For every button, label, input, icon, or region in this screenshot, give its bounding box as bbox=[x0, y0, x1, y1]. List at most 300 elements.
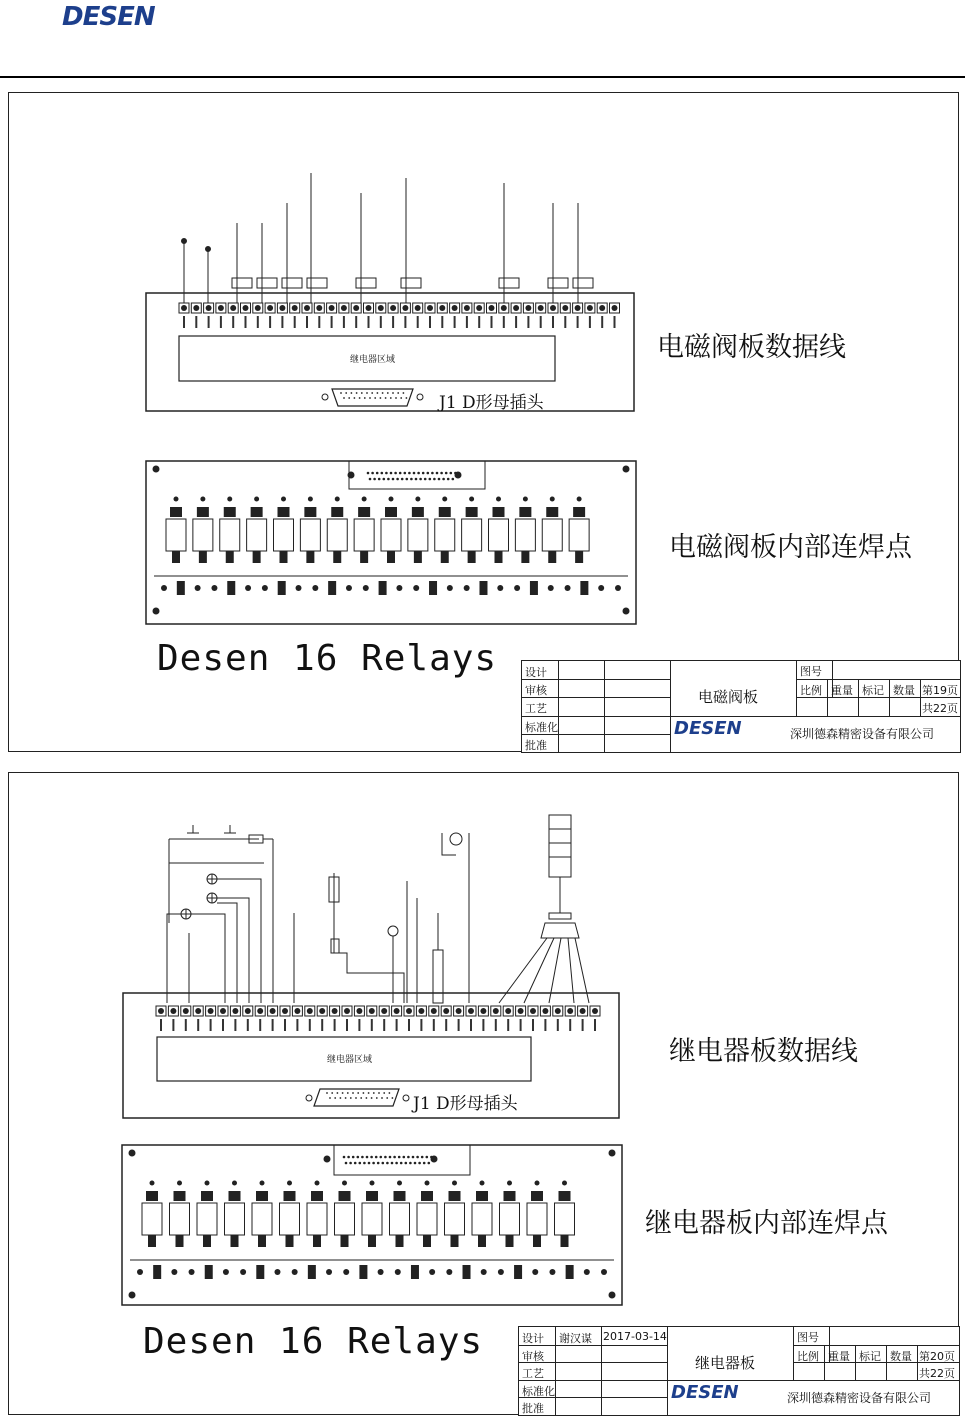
panel-solenoid-board bbox=[8, 92, 959, 752]
header-pin bbox=[423, 1162, 426, 1165]
diode-pad bbox=[523, 497, 528, 502]
connector-label: J1 D形母插头 bbox=[413, 1094, 518, 1114]
led bbox=[339, 1191, 351, 1201]
terminal-screw bbox=[599, 305, 605, 311]
terminal-screw bbox=[580, 1008, 586, 1014]
header-pin bbox=[400, 1162, 403, 1165]
diode-pad bbox=[254, 497, 259, 502]
d-pin bbox=[331, 1092, 333, 1094]
header-pin bbox=[401, 478, 404, 481]
terminal-screw bbox=[344, 1008, 350, 1014]
header-pin bbox=[414, 1162, 417, 1165]
d-pin bbox=[400, 397, 402, 399]
bottom-pad bbox=[396, 585, 402, 591]
relay bbox=[225, 1203, 245, 1235]
relay-pin bbox=[199, 551, 207, 563]
bottom-pad bbox=[497, 585, 503, 591]
header-pin bbox=[428, 1162, 431, 1165]
terminal-screw bbox=[353, 305, 359, 311]
bottom-pad bbox=[171, 1269, 177, 1275]
relay bbox=[327, 519, 347, 551]
header-pin bbox=[433, 478, 436, 481]
header-pin bbox=[415, 478, 418, 481]
bottom-pad bbox=[223, 1269, 229, 1275]
terminal-screw bbox=[542, 1008, 548, 1014]
terminal-screw bbox=[443, 1008, 449, 1014]
total-sheets: 共22页 bbox=[922, 702, 958, 716]
diode-pad bbox=[260, 1181, 265, 1186]
d-pin bbox=[354, 397, 356, 399]
terminal-screw bbox=[538, 305, 544, 311]
grid-line bbox=[920, 679, 921, 715]
diode-pad bbox=[200, 497, 205, 502]
d-pin bbox=[397, 392, 399, 394]
relay bbox=[408, 519, 428, 551]
header-pin bbox=[375, 1156, 378, 1159]
terminal-screw bbox=[158, 1008, 164, 1014]
terminal-screw bbox=[341, 305, 347, 311]
mount-hole bbox=[153, 466, 160, 473]
relay-pin bbox=[226, 551, 234, 563]
header-pin bbox=[412, 1156, 415, 1159]
terminal-screw bbox=[468, 1008, 474, 1014]
relay bbox=[307, 1203, 327, 1235]
header-pin bbox=[363, 1162, 366, 1165]
title-block-row-label: 批准 bbox=[522, 1402, 544, 1416]
bottom-pad bbox=[189, 1269, 195, 1275]
diode-pad bbox=[442, 497, 447, 502]
d-pin bbox=[329, 1097, 331, 1099]
header-pin bbox=[418, 1162, 421, 1165]
design-date: 2017-03-14 bbox=[603, 1330, 667, 1343]
bottom-pad bbox=[584, 1269, 590, 1275]
title-block-row-label: 工艺 bbox=[522, 1367, 544, 1381]
relay bbox=[247, 519, 267, 551]
title-block-col-label: 标记 bbox=[862, 684, 884, 698]
d-pin bbox=[340, 392, 342, 394]
bottom-pad bbox=[308, 1265, 316, 1279]
header-pin bbox=[366, 1156, 369, 1159]
bottom-pad bbox=[601, 1269, 607, 1275]
header-pin bbox=[384, 1156, 387, 1159]
header-pin bbox=[347, 1156, 350, 1159]
terminal-screw bbox=[406, 1008, 412, 1014]
relay bbox=[197, 1203, 217, 1235]
led bbox=[146, 1191, 158, 1201]
title-block-col-label: 比例 bbox=[797, 1349, 819, 1363]
relay-pin bbox=[495, 551, 503, 563]
grid-line bbox=[917, 1345, 918, 1380]
header-pin bbox=[410, 478, 413, 481]
terminal-screw bbox=[366, 305, 372, 311]
header-pin bbox=[398, 1156, 401, 1159]
terminal-screw bbox=[592, 1008, 598, 1014]
bottom-pad bbox=[446, 1269, 452, 1275]
bottom-pad bbox=[346, 585, 352, 591]
terminal-screw bbox=[329, 305, 335, 311]
header-pin bbox=[382, 1162, 385, 1165]
drawing-name: 电磁阀板 bbox=[698, 688, 759, 707]
title-block-row-label: 设计 bbox=[522, 1332, 544, 1345]
terminal-screw bbox=[257, 1008, 263, 1014]
bottom-pad bbox=[530, 581, 538, 595]
header-pin bbox=[424, 478, 427, 481]
bottom-pad bbox=[429, 1269, 435, 1275]
d-pin bbox=[360, 1097, 362, 1099]
bottom-pad bbox=[211, 585, 217, 591]
d-pin bbox=[371, 392, 373, 394]
relay bbox=[569, 519, 589, 551]
diode-pad bbox=[315, 1181, 320, 1186]
relay bbox=[252, 1203, 272, 1235]
grid-line bbox=[827, 679, 828, 715]
mount-hole bbox=[129, 1150, 136, 1157]
led bbox=[311, 1191, 323, 1201]
relay-area-label: 继电器区域 bbox=[327, 1055, 373, 1065]
big-title: Desen 16 Relays bbox=[157, 638, 498, 679]
d-pin bbox=[352, 1092, 354, 1094]
header-pin bbox=[408, 472, 411, 475]
header-pin bbox=[392, 478, 395, 481]
grid-line bbox=[796, 661, 797, 716]
led bbox=[546, 507, 558, 517]
caption-data-line: 电磁阀板数据线 bbox=[657, 332, 846, 363]
header-pin bbox=[413, 472, 416, 475]
header-pin bbox=[421, 1156, 424, 1159]
terminal-screw bbox=[431, 1008, 437, 1014]
grid-line bbox=[796, 679, 960, 680]
terminal-screw bbox=[402, 305, 408, 311]
relay bbox=[527, 1203, 547, 1235]
d-pin bbox=[351, 392, 353, 394]
terminal-screw bbox=[390, 305, 396, 311]
led bbox=[197, 507, 209, 517]
bottom-pad bbox=[312, 585, 318, 591]
terminal-screw bbox=[170, 1008, 176, 1014]
header-pin bbox=[381, 472, 384, 475]
bottom-pad bbox=[343, 1269, 349, 1275]
d-pin bbox=[334, 1097, 336, 1099]
title-block-logo: DESEN bbox=[674, 717, 742, 739]
bottom-pad bbox=[379, 581, 387, 595]
d-pin bbox=[376, 1097, 378, 1099]
drawing-no-label: 图号 bbox=[797, 1331, 819, 1344]
terminal-screw bbox=[456, 1008, 462, 1014]
header-pin bbox=[395, 1162, 398, 1165]
connector-hole bbox=[324, 1156, 331, 1163]
bottom-pad bbox=[413, 585, 419, 591]
header-pin bbox=[445, 472, 448, 475]
d-pin bbox=[374, 397, 376, 399]
led bbox=[278, 507, 290, 517]
relay bbox=[142, 1203, 162, 1235]
grid-line bbox=[667, 1380, 959, 1381]
grid-line bbox=[855, 1345, 856, 1380]
bottom-pad bbox=[429, 581, 437, 595]
relay-pin bbox=[341, 1235, 349, 1247]
led bbox=[229, 1191, 241, 1201]
terminal-screw bbox=[220, 1008, 226, 1014]
relay bbox=[555, 1203, 575, 1235]
bottom-pad bbox=[137, 1269, 143, 1275]
bottom-pad bbox=[447, 585, 453, 591]
led bbox=[466, 507, 478, 517]
relay-pin bbox=[253, 551, 261, 563]
diode-pad bbox=[480, 1181, 485, 1186]
terminal-screw bbox=[316, 305, 322, 311]
header-pin bbox=[352, 1156, 355, 1159]
header-pin bbox=[447, 478, 450, 481]
diode-pad bbox=[469, 497, 474, 502]
mount-hole bbox=[623, 466, 630, 473]
relay-pin bbox=[441, 551, 449, 563]
diode-pad bbox=[425, 1181, 430, 1186]
title-block-col-label: 标记 bbox=[859, 1349, 881, 1363]
bottom-pad bbox=[411, 1265, 419, 1279]
total-sheets: 共22页 bbox=[919, 1367, 955, 1381]
title-block-col-label: 数量 bbox=[893, 684, 915, 698]
terminal-screw bbox=[243, 305, 249, 311]
sheet-number: 第20页 bbox=[919, 1349, 955, 1363]
terminal-screw bbox=[255, 305, 261, 311]
d-pin bbox=[340, 1097, 342, 1099]
relay-pin bbox=[468, 551, 476, 563]
led bbox=[224, 507, 236, 517]
terminal-screw bbox=[427, 305, 433, 311]
bottom-pad bbox=[514, 585, 520, 591]
grid-line bbox=[555, 1327, 556, 1415]
terminal-screw bbox=[415, 305, 421, 311]
company-name: 深圳德森精密设备有限公司 bbox=[787, 1390, 932, 1405]
terminal-screw bbox=[206, 305, 212, 311]
terminal-screw bbox=[489, 305, 495, 311]
d-pin bbox=[387, 392, 389, 394]
relay-pin bbox=[258, 1235, 266, 1247]
grid-line bbox=[604, 661, 605, 752]
diode-pad bbox=[342, 1181, 347, 1186]
d-pin bbox=[347, 1092, 349, 1094]
header-pin bbox=[380, 1156, 383, 1159]
caption-data-line: 继电器板数据线 bbox=[669, 1036, 858, 1067]
drawing-no-label: 图号 bbox=[800, 665, 822, 678]
title-block-row-label: 标准化 bbox=[522, 1384, 555, 1398]
relay bbox=[390, 1203, 410, 1235]
title-block-col-label: 比例 bbox=[800, 684, 822, 698]
title-block-col-label: 数量 bbox=[890, 1349, 912, 1363]
header-pin bbox=[376, 472, 379, 475]
diode-pad bbox=[577, 497, 582, 502]
d-pin bbox=[345, 1097, 347, 1099]
led bbox=[331, 507, 343, 517]
d-pin bbox=[389, 1092, 391, 1094]
d-pin bbox=[363, 1092, 365, 1094]
led bbox=[366, 1191, 378, 1201]
terminal-screw bbox=[394, 1008, 400, 1014]
terminal-screw bbox=[518, 1008, 524, 1014]
diode-pad bbox=[335, 497, 340, 502]
diode-pad bbox=[496, 497, 501, 502]
terminal-screw bbox=[292, 305, 298, 311]
terminal-screw bbox=[270, 1008, 276, 1014]
header-pin bbox=[450, 472, 453, 475]
bottom-pad bbox=[262, 585, 268, 591]
title-block bbox=[521, 660, 961, 753]
relay bbox=[542, 519, 562, 551]
terminal-screw bbox=[555, 1008, 561, 1014]
drawing-name: 继电器板 bbox=[695, 1353, 756, 1372]
bottom-pad bbox=[580, 581, 588, 595]
relay-pin bbox=[506, 1235, 514, 1247]
diode-pad bbox=[174, 497, 179, 502]
caption-solder-points: 电磁阀板内部连焊点 bbox=[669, 532, 912, 563]
d-pin bbox=[371, 1097, 373, 1099]
relay bbox=[300, 519, 320, 551]
d-pin bbox=[390, 397, 392, 399]
relay bbox=[417, 1203, 437, 1235]
relay-pin bbox=[280, 551, 288, 563]
header-pin bbox=[452, 478, 455, 481]
bottom-pad bbox=[326, 1269, 332, 1275]
header-pin bbox=[409, 1162, 412, 1165]
relay bbox=[472, 1203, 492, 1235]
header-pin bbox=[391, 1162, 394, 1165]
bottom-pad bbox=[363, 585, 369, 591]
bottom-pad bbox=[565, 585, 571, 591]
bottom-pad bbox=[274, 1269, 280, 1275]
bottom-pad bbox=[481, 1269, 487, 1275]
terminal-screw bbox=[304, 305, 310, 311]
bottom-pad bbox=[532, 1269, 538, 1275]
led bbox=[421, 1191, 433, 1201]
grid-line bbox=[601, 1327, 602, 1415]
header-pin bbox=[430, 1156, 433, 1159]
bottom-pad bbox=[245, 585, 251, 591]
mount-hole bbox=[609, 1292, 616, 1299]
bottom-pad bbox=[498, 1269, 504, 1275]
bottom-pad bbox=[548, 585, 554, 591]
header-pin bbox=[349, 1162, 352, 1165]
relay bbox=[362, 1203, 382, 1235]
d-pin bbox=[377, 392, 379, 394]
d-pin bbox=[392, 392, 394, 394]
relay bbox=[274, 519, 294, 551]
led bbox=[256, 1191, 268, 1201]
header-pin bbox=[367, 472, 370, 475]
header-pin bbox=[386, 1162, 389, 1165]
connector-label: J1 D形母插头 bbox=[439, 393, 544, 413]
terminal-screw bbox=[369, 1008, 375, 1014]
header-pin bbox=[394, 472, 397, 475]
led bbox=[519, 507, 531, 517]
bottom-pad bbox=[195, 585, 201, 591]
terminal-screw bbox=[612, 305, 618, 311]
header-pin bbox=[368, 1162, 371, 1165]
mount-hole bbox=[129, 1292, 136, 1299]
relay-pin bbox=[306, 551, 314, 563]
header-pin bbox=[345, 1162, 348, 1165]
relay bbox=[381, 519, 401, 551]
relay bbox=[170, 1203, 190, 1235]
grid-line bbox=[858, 679, 859, 715]
d-pin bbox=[337, 1092, 339, 1094]
header-pin bbox=[440, 472, 443, 475]
terminal-screw bbox=[294, 1008, 300, 1014]
bottom-pad bbox=[153, 1265, 161, 1279]
bottom-pad bbox=[514, 1265, 522, 1279]
diode-pad bbox=[281, 497, 286, 502]
relay-pin bbox=[548, 551, 556, 563]
diode-pad bbox=[205, 1181, 210, 1186]
header-pin bbox=[406, 478, 409, 481]
terminal-screw bbox=[418, 1008, 424, 1014]
diode-pad bbox=[397, 1181, 402, 1186]
bottom-pad bbox=[359, 1265, 367, 1279]
header-pin bbox=[383, 478, 386, 481]
relay-pin bbox=[387, 551, 395, 563]
terminal-screw bbox=[525, 305, 531, 311]
header-pin bbox=[387, 478, 390, 481]
d-pin bbox=[342, 1092, 344, 1094]
relay-pin bbox=[172, 551, 180, 563]
terminal-screw bbox=[245, 1008, 251, 1014]
relay-pin bbox=[313, 1235, 321, 1247]
relay-pin bbox=[414, 551, 422, 563]
led bbox=[493, 507, 505, 517]
bottom-pad bbox=[205, 1265, 213, 1279]
relay bbox=[220, 519, 240, 551]
terminal-screw bbox=[439, 305, 445, 311]
led bbox=[394, 1191, 406, 1201]
diode-pad bbox=[287, 1181, 292, 1186]
diode-pad bbox=[177, 1181, 182, 1186]
d-pin bbox=[361, 392, 363, 394]
header-pin bbox=[357, 1156, 360, 1159]
diode-pad bbox=[370, 1181, 375, 1186]
d-pin bbox=[366, 1097, 368, 1099]
terminal-screw bbox=[575, 305, 581, 311]
diode-pad bbox=[362, 497, 367, 502]
led bbox=[201, 1191, 213, 1201]
bottom-pad bbox=[549, 1269, 555, 1275]
led bbox=[170, 507, 182, 517]
terminal-screw bbox=[567, 1008, 573, 1014]
d-pin bbox=[343, 397, 345, 399]
desen-logo: DESEN bbox=[62, 2, 155, 32]
terminal-screw bbox=[550, 305, 556, 311]
relay-pin bbox=[368, 1235, 376, 1247]
terminal-screw bbox=[279, 305, 285, 311]
header-pin bbox=[416, 1156, 419, 1159]
terminal-screw bbox=[183, 1008, 189, 1014]
relay bbox=[435, 519, 455, 551]
bottom-pad bbox=[227, 581, 235, 595]
relay bbox=[193, 519, 213, 551]
terminal-screw bbox=[319, 1008, 325, 1014]
relay bbox=[489, 519, 509, 551]
header-pin bbox=[377, 1162, 380, 1165]
led bbox=[559, 1191, 571, 1201]
title-block-col-label: 重量 bbox=[831, 684, 853, 698]
terminal-screw bbox=[356, 1008, 362, 1014]
d-pin bbox=[378, 1092, 380, 1094]
grid-line bbox=[558, 661, 559, 752]
relay bbox=[354, 519, 374, 551]
terminal-screw bbox=[480, 1008, 486, 1014]
bottom-pad bbox=[256, 1265, 264, 1279]
led bbox=[504, 1191, 516, 1201]
d-pin bbox=[345, 392, 347, 394]
title-block-row-label: 工艺 bbox=[525, 702, 547, 716]
